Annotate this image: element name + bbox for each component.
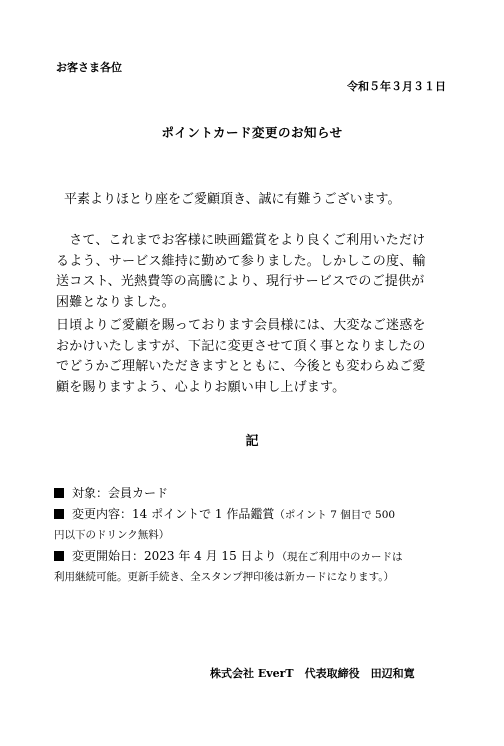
item-change-content: 変更内容：14 ポイントで 1 作品鑑賞 (72, 506, 275, 521)
greeting: 平素よりほとり座をご愛顧頂き、誠に有難うございます。 (64, 192, 401, 207)
paragraph-line: るよう、サービス維持に勤めて参りました。しかしこの度、輸 (56, 253, 426, 269)
ki-heading: 記 (245, 434, 259, 449)
bullet-square-icon (54, 551, 64, 561)
list-item (54, 546, 464, 568)
list-item-continuation: 円以下のドリンク無料） (54, 529, 170, 541)
signature: 株式会社 EverT 代表取締役 田辺和寛 (210, 667, 415, 680)
change-items-list (54, 483, 464, 588)
list-item (54, 504, 464, 526)
list-item-continuation: 利用継続可能。更新手続き、全スタンプ押印後は新カードになります。） (54, 571, 394, 583)
paragraph-line: 送コスト、光熱費等の高騰により、現行サービスでのご提供が (56, 274, 425, 289)
bullet-square-icon (54, 488, 64, 498)
date: 令和５年３月３１日 (347, 80, 446, 93)
item-target: 対象：会員カード (72, 486, 169, 500)
item-start-note: （現在ご利用中のカードは (276, 550, 403, 563)
bullet-square-icon (54, 509, 64, 519)
item-start-date: 変更開始日：2023 年 4 月 15 日より (72, 548, 277, 563)
body-paragraph-1 (56, 231, 456, 313)
paragraph-line: 顧を賜りますよう、心よりお願い申し上げます。 (56, 379, 346, 395)
document-title: ポイントカード変更のお知らせ (161, 125, 343, 140)
addressee: お客さま各位 (56, 61, 122, 74)
paragraph-line: さて、これまでお客様に映画鑑賞をより良くご利用いただけ (56, 233, 426, 248)
paragraph-line: おかけいたしますが、下記に変更させて頂く事となりましたの (56, 338, 426, 354)
paragraph-line: でどうかご理解いただきますとともに、今後とも変わらぬご愛 (56, 359, 426, 374)
list-item (54, 483, 464, 504)
item-change-note: （ポイント 7 個目で 500 (274, 508, 396, 521)
paragraph-line: 日頃よりご愛顧を賜っております会員様には、大変なご迷惑を (56, 318, 426, 333)
body-paragraph-2 (56, 316, 456, 398)
paragraph-line: 困難となりました。 (56, 294, 175, 310)
